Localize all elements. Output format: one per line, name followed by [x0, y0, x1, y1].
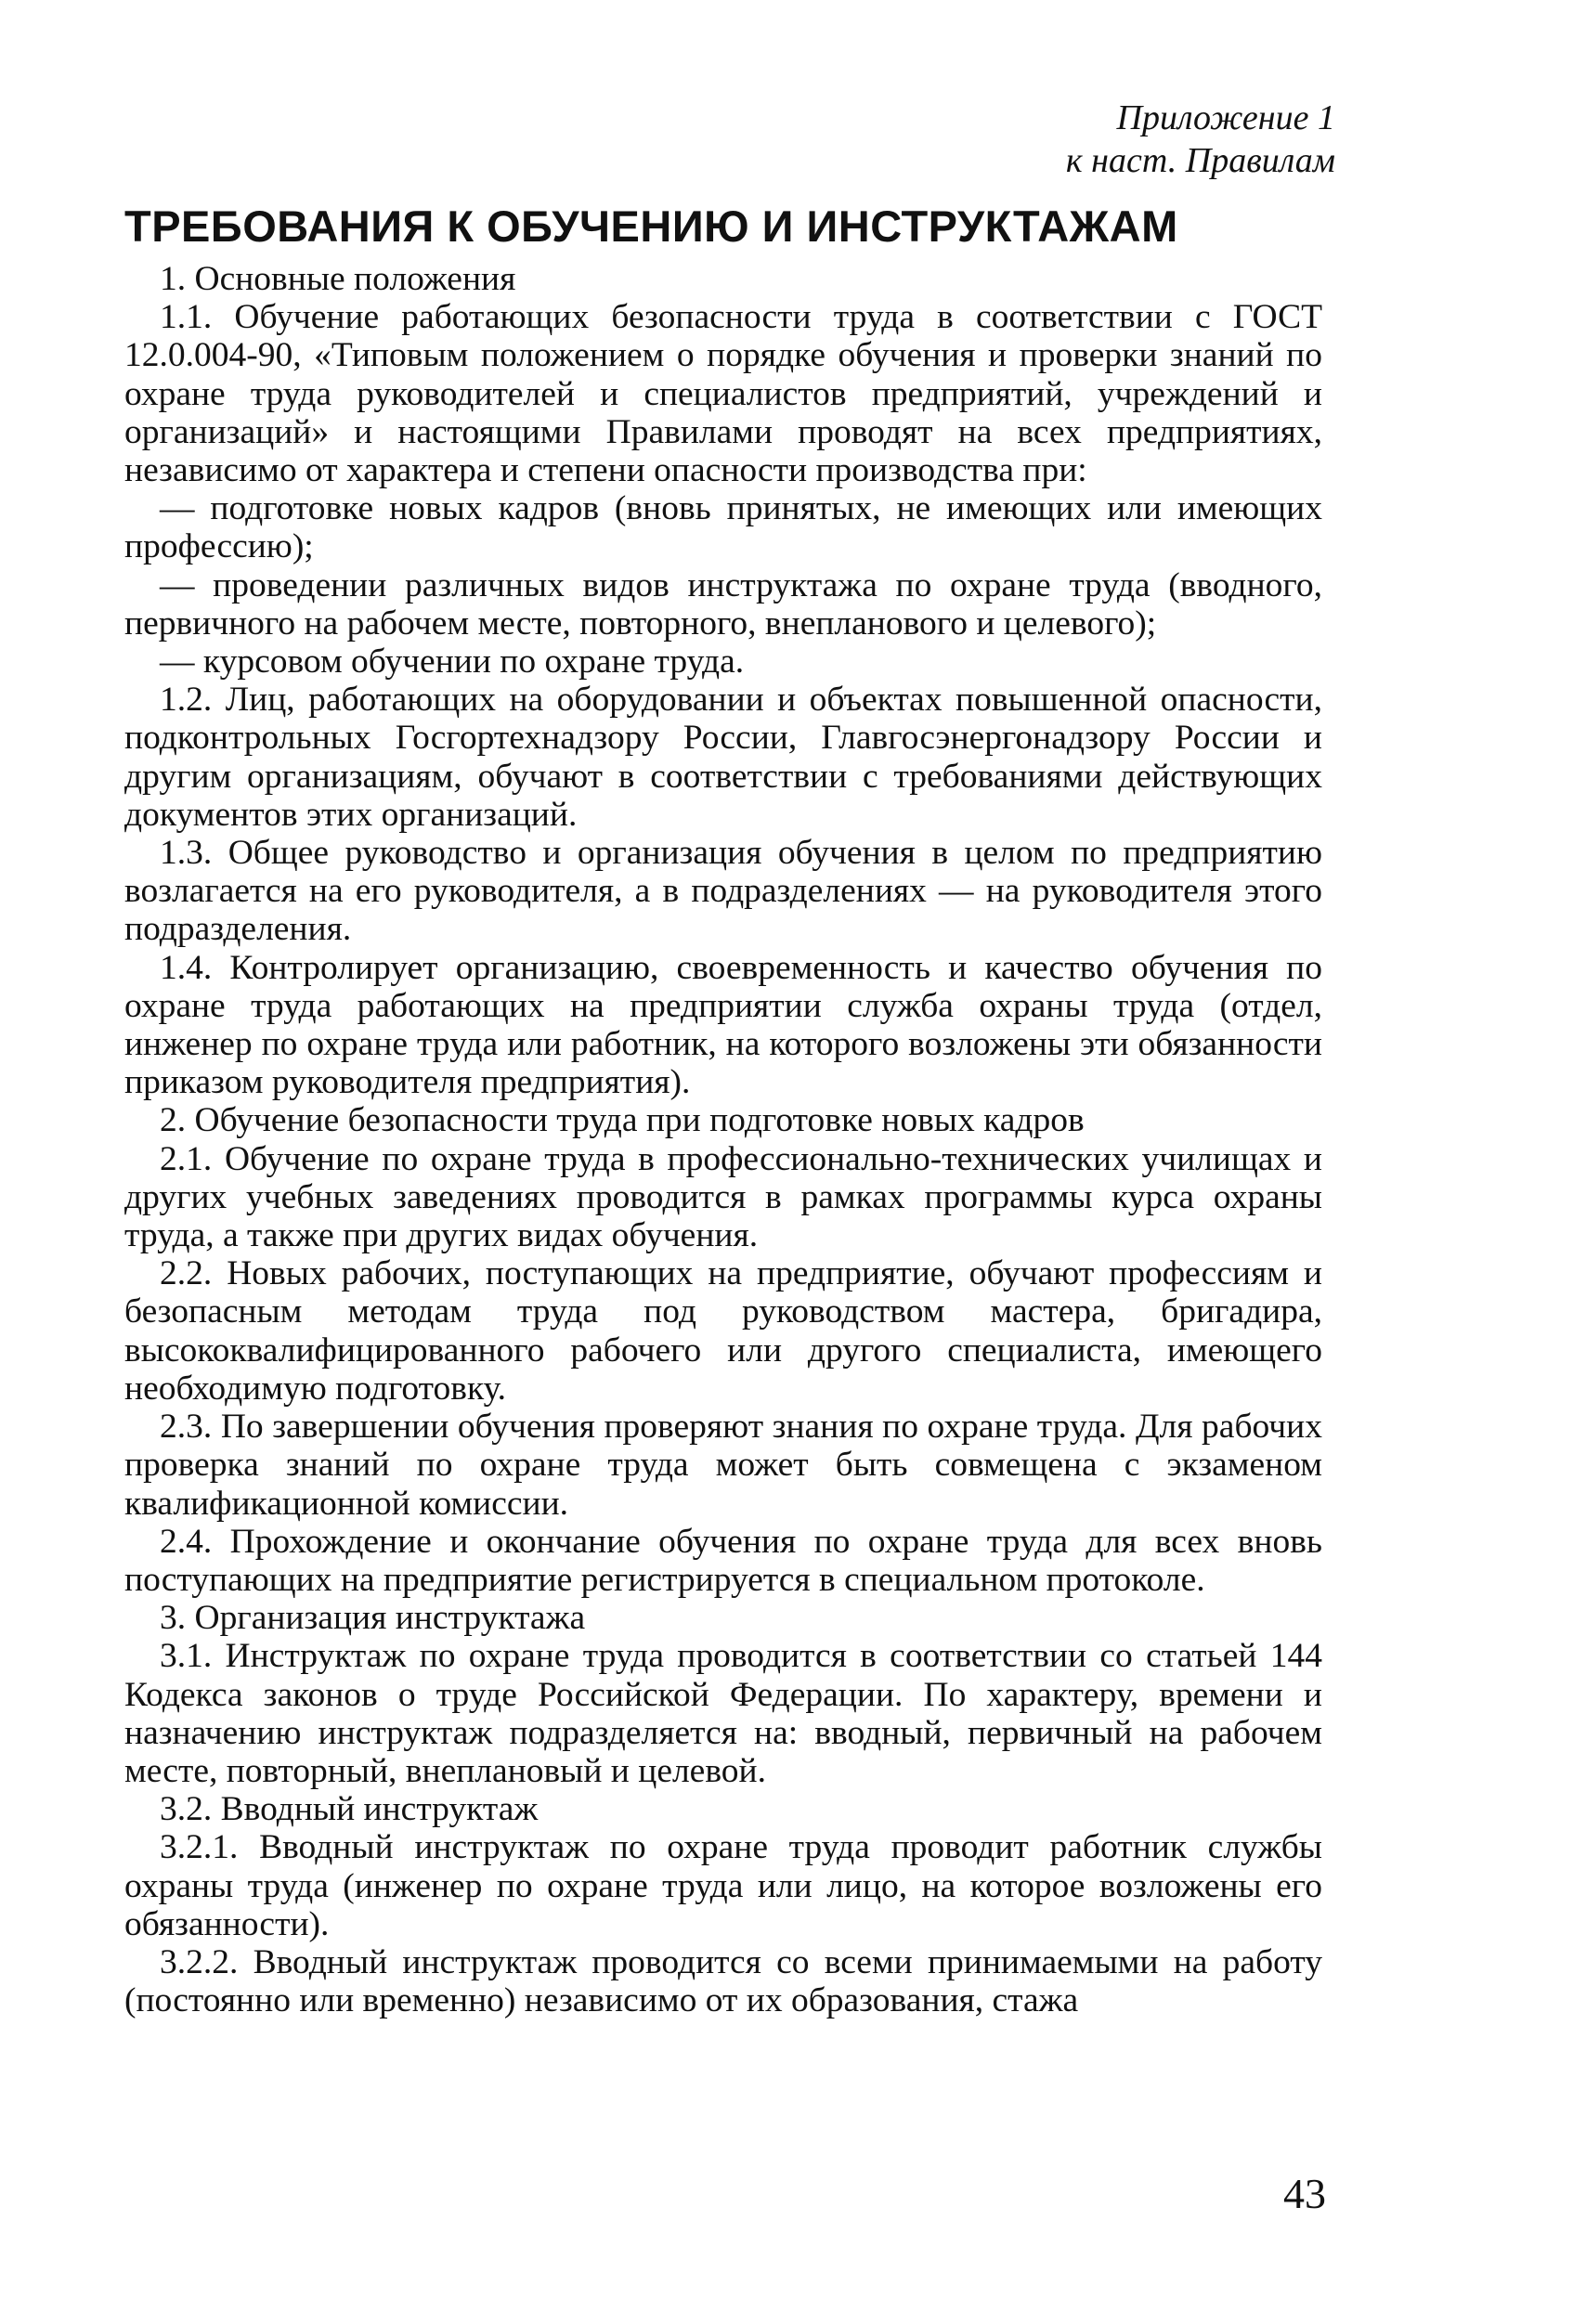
page-number: 43 [1283, 2170, 1326, 2217]
list-item-course-training: — курсовом обучении по охране труда. [160, 643, 745, 682]
paragraph-1-4: 1.4. Контролирует организацию, своевременность и качество обучения по охране труда работающих на предприятии служба охраны труда (отдел, инженер по охране труда или работник, на которого возложены эти обязанности приказом руководителя предприятия). [124, 948, 1322, 1102]
section-heading-3: 3. Организация инструктажа [160, 1599, 586, 1638]
paragraph-3-1: 3.1. Инструктаж по охране труда проводится в соответствии со статьей 144 Кодекса законов о труде Российской Федерации. По характеру, времени и назначению инструктаж подразделяется на: вводный, первичный на рабочем месте, повторный, внеплановый и целевой. [124, 1637, 1322, 1790]
paragraph-3-2-1: 3.2.1. Вводный инструктаж по охране труда проводит работник службы охраны труда (инженер по охране труда или лицо, на которое возложены его обязанности). [124, 1828, 1322, 1943]
list-item-instruction-types: — проведении различных видов инструктажа по охране труда (вводного, первичного на рабочем месте, повторного, внепланового и целевого); [124, 565, 1322, 643]
paragraph-2-4: 2.4. Прохождение и окончание обучения по охране труда для всех вновь поступающих на предприятие регистрируется в специальном протоколе. [124, 1522, 1322, 1599]
section-heading-1: 1. Основные положения [160, 260, 516, 298]
paragraph-1-1: 1.1. Обучение работающих безопасности труда в соответствии с ГОСТ 12.0.004-90, «Типовым положением о порядке обучения и проверки знаний по охране труда руководителей и специалистов предприятий, учреждений и организаций» и настоящими Правилами проводят на всех предприятиях, независимо от характера и степени опасности производства при: [124, 298, 1322, 490]
appendix-note [1066, 97, 1335, 182]
paragraph-2-1: 2.1. Обучение по охране труда в профессионально-технических училищах и других учебных заведениях проводится в рамках программы курса охраны труда, а также при других видах обучения. [124, 1139, 1322, 1255]
list-item-new-staff: — подготовке новых кадров (вновь принятых, не имеющих или имеющих профессию); [124, 489, 1322, 566]
subsection-heading-3-2: 3.2. Вводный инструктаж [160, 1790, 539, 1829]
paragraph-1-2: 1.2. Лиц, работающих на оборудовании и объектах повышенной опасности, подконтрольных Госгортехнадзору России, Главгосэнергонадзору России и другим организациям, обучают в соответствии с требованиями действующих документов этих организаций. [124, 681, 1322, 834]
appendix-line-1: Приложение 1 [1116, 98, 1335, 137]
document-body [124, 260, 1322, 2019]
appendix-line-2: к наст. Правилам [1065, 141, 1335, 180]
paragraph-2-3: 2.3. По завершении обучения проверяют знания по охране труда. Для рабочих проверка знаний по охране труда может быть совмещена с экзаменом квалификационной комиссии. [124, 1408, 1322, 1523]
paragraph-1-3: 1.3. Общее руководство и организация обучения в целом по предприятию возлагается на его руководителя, а в подразделениях — на руководителя этого подразделения. [124, 834, 1322, 949]
paragraph-2-2: 2.2. Новых рабочих, поступающих на предприятие, обучают профессиям и безопасным методам труда под руководством мастера, бригадира, высококвалифицированного рабочего или другого специалиста, имеющего необходимую подготовку. [124, 1254, 1322, 1408]
paragraph-3-2-2: 3.2.2. Вводный инструктаж проводится со всеми принимаемыми на работу (постоянно или временно) независимо от их образования, стажа [124, 1942, 1322, 2020]
document-title: ТРЕБОВАНИЯ К ОБУЧЕНИЮ И ИНСТРУКТАЖАМ [124, 201, 1178, 251]
section-heading-2: 2. Обучение безопасности труда при подготовке новых кадров [160, 1101, 1085, 1140]
